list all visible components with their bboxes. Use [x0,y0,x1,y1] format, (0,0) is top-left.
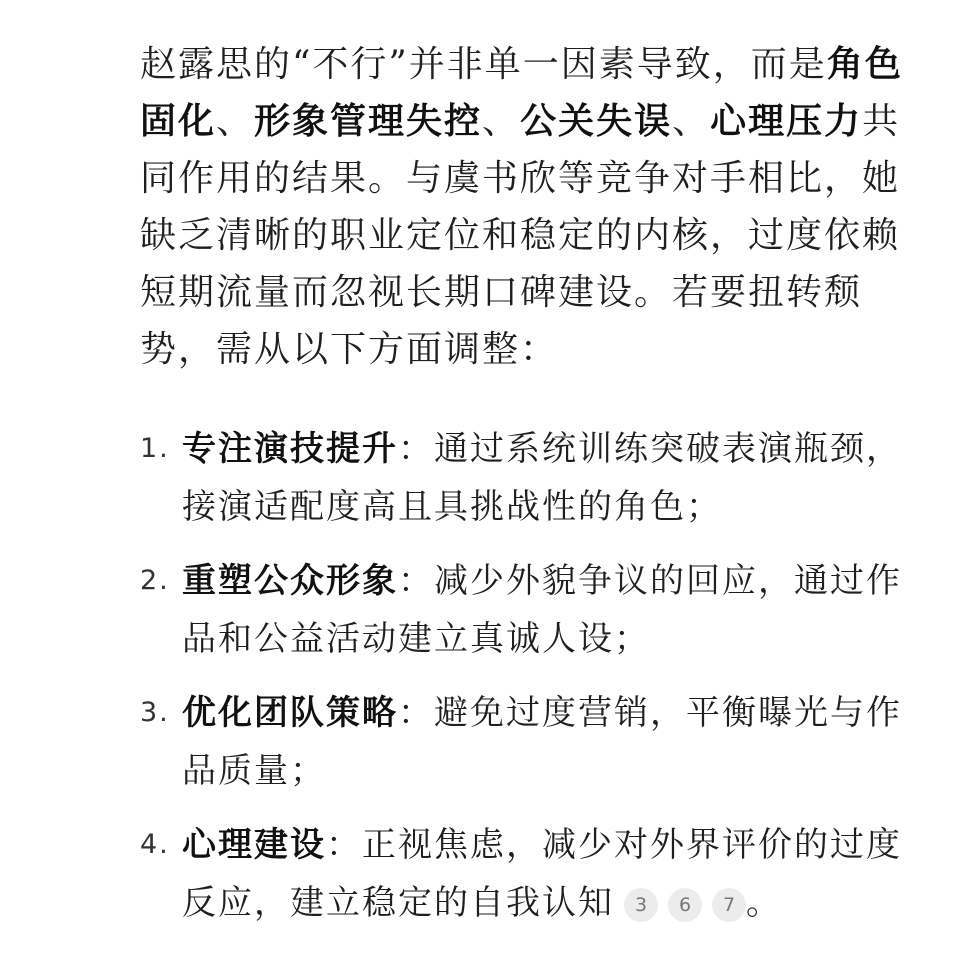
list-item-title: 重塑公众形象 [182,561,398,601]
keyword-psychological-pressure: 心理压力 [710,100,863,142]
list-item-text: ：减少外貌争议的回应，通过作品和公益活动建立真诚人设； [182,561,902,659]
list-number: 2. [140,565,170,596]
citation-badge-7[interactable]: 7 [712,888,746,922]
list-item [140,552,930,668]
list-item-title: 心理建设 [182,825,326,865]
intro-paragraph [140,36,930,378]
keyword-pr-mistakes: 公关失误 [520,100,673,142]
list-item-text: ：通过系统训练突破表演瓶颈，接演适配度高且具挑战性的角色； [182,429,902,527]
answer-content [140,36,930,948]
citation-badge-3[interactable]: 3 [624,888,658,922]
list-number: 1. [140,433,170,464]
intro-text-start: 赵露思的“不行”并非单一因素导致，而是 [140,44,827,85]
citation-badge-6[interactable]: 6 [668,888,702,922]
list-item [140,684,930,800]
list-item-text: ：避免过度营销，平衡曝光与作品质量； [182,693,902,791]
list-item-title: 专注演技提升 [182,429,398,469]
separator: 、 [672,101,711,142]
separator: 、 [216,101,255,142]
list-item-text: ：正视焦虑，减少对外界评价的过度反应，建立稳定的自我认知 [182,825,902,923]
list-number: 3. [140,697,170,728]
list-item [140,816,930,932]
keyword-role-fixation: 角色固化 [140,43,903,142]
suggestion-list [140,420,930,932]
list-item-title: 优化团队策略 [182,693,398,733]
list-item [140,420,930,536]
keyword-image-management: 形象管理失控 [254,100,483,142]
list-number: 4. [140,829,170,860]
list-item-end: 。 [746,883,782,923]
intro-text-end: 共同作用的结果。与虞书欣等竞争对手相比，她缺乏清晰的职业定位和稳定的内核，过度依赖短期流量而忽视长期口碑建设。若要扭转颓势，需从以下方面调整： [140,101,901,370]
separator: 、 [482,101,521,142]
